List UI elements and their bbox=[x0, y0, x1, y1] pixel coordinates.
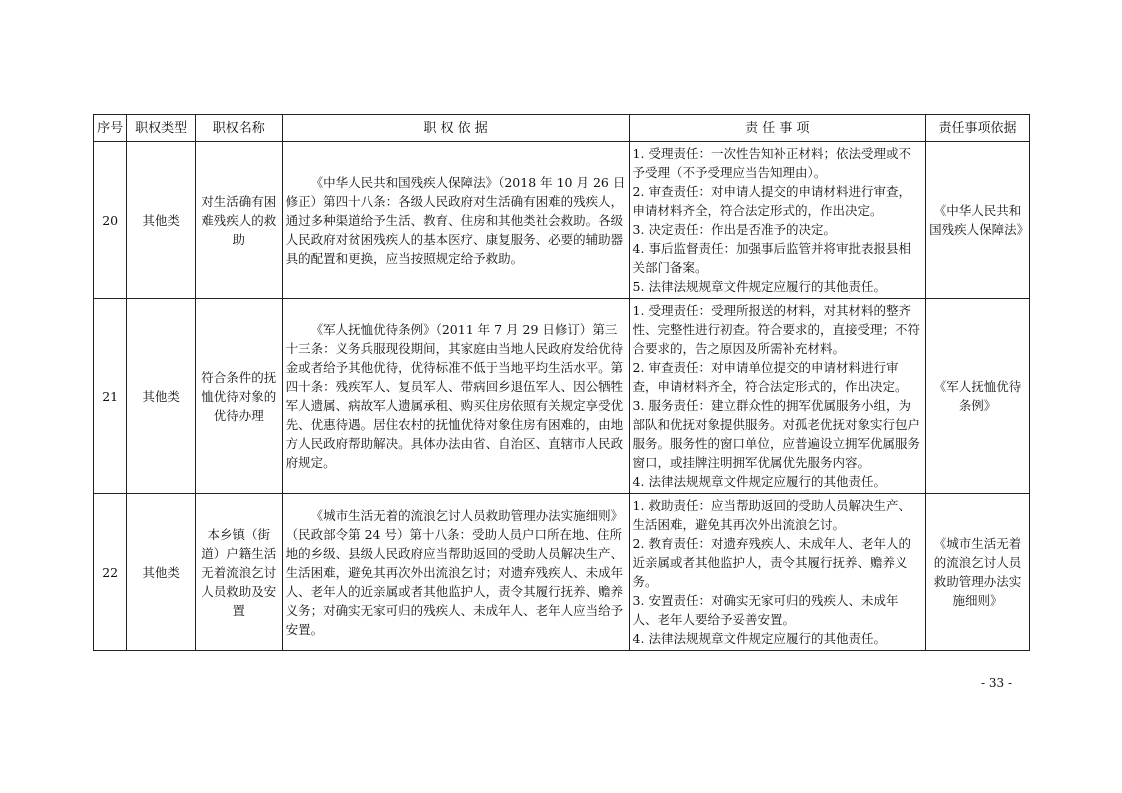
resp-item: 3. 决定责任：作出是否准予的决定。 bbox=[632, 222, 836, 237]
resp-item: 5. 法律法规规章文件规定应履行的其他责任。 bbox=[632, 279, 886, 294]
responsibility-table bbox=[93, 114, 1030, 651]
cell-resp bbox=[629, 494, 926, 651]
resp-item: 1. 救助责任：应当帮助返回的受助人员解决生产、生活困难，避免其再次外出流浪乞讨。 bbox=[632, 498, 911, 532]
table-row bbox=[94, 299, 1030, 494]
cell-type: 其他类 bbox=[127, 299, 196, 494]
resp-item: 4. 事后监督责任：加强事后监管并将审批表报县相关部门备案。 bbox=[632, 241, 911, 275]
cell-law: 《城市生活无着的流浪乞讨人员救助管理办法实施细则》 bbox=[926, 494, 1030, 651]
cell-seq: 20 bbox=[94, 142, 127, 299]
resp-item: 4. 法律法规规章文件规定应履行的其他责任。 bbox=[632, 474, 886, 489]
cell-law: 《军人抚恤优待条例》 bbox=[926, 299, 1030, 494]
cell-type: 其他类 bbox=[127, 494, 196, 651]
cell-basis: 《城市生活无着的流浪乞讨人员救助管理办法实施细则》（民政部令第 24 号）第十八条：受助人员户口所在地、住所地的乡级、县级人民政府应当帮助返回的受助人员解决生产、生活困难，避免其再次外出流浪乞讨；对遗弃残疾人、未成年人、老年人的近亲属或者其他监护人，责令其履行抚养、赡养义务；对确实无家可归的残疾人、未成年人、老年人应当给予安置。 bbox=[282, 494, 629, 651]
cell-name: 符合条件的抚恤优待对象的优待办理 bbox=[195, 299, 282, 494]
cell-resp bbox=[629, 142, 926, 299]
cell-type: 其他类 bbox=[127, 142, 196, 299]
cell-resp bbox=[629, 299, 926, 494]
header-seq: 序号 bbox=[94, 115, 127, 142]
header-law: 责任事项依据 bbox=[926, 115, 1030, 142]
header-type: 职权类型 bbox=[127, 115, 196, 142]
resp-item: 2. 审查责任：对申请单位提交的申请材料进行审查，申请材料齐全，符合法定形式的，作出决定。 bbox=[632, 360, 908, 394]
resp-item: 2. 审查责任：对申请人提交的申请材料进行审查，申请材料齐全，符合法定形式的，作出决定。 bbox=[632, 184, 911, 218]
table-row bbox=[94, 142, 1030, 299]
page-number: - 33 - bbox=[981, 676, 1013, 690]
resp-item: 3. 服务责任：建立群众性的拥军优属服务小组，为部队和优抚对象提供服务。对孤老优抚对象实行包户服务。服务性的窗口单位，应普遍设立拥军优属服务窗口，或挂牌注明拥军优属优先服务内容。 bbox=[632, 398, 921, 470]
resp-item: 3. 安置责任：对确实无家可归的残疾人、未成年人、老年人要给予妥善安置。 bbox=[632, 593, 899, 627]
resp-item: 2. 教育责任：对遗弃残疾人、未成年人、老年人的近亲属或者其他监护人，责令其履行抚养、赡养义务。 bbox=[632, 536, 911, 589]
cell-name: 对生活确有困难残疾人的救助 bbox=[195, 142, 282, 299]
cell-law: 《中华人民共和国残疾人保障法》 bbox=[926, 142, 1030, 299]
resp-item: 4. 法律法规规章文件规定应履行的其他责任。 bbox=[632, 631, 886, 646]
cell-name: 本乡镇（街道）户籍生活无着流浪乞讨人员救助及安置 bbox=[195, 494, 282, 651]
table-row bbox=[94, 494, 1030, 651]
resp-item: 1. 受理责任：受理所报送的材料，对其材料的整齐性、完整性进行初查。符合要求的，直接受理；不符合要求的，告之原因及所需补充材料。 bbox=[632, 303, 921, 356]
resp-item: 1. 受理责任：一次性告知补正材料；依法受理或不予受理（不予受理应当告知理由）。 bbox=[632, 146, 911, 180]
cell-seq: 22 bbox=[94, 494, 127, 651]
header-name: 职权名称 bbox=[195, 115, 282, 142]
cell-basis: 《中华人民共和国残疾人保障法》（2018 年 10 月 26 日修正）第四十八条：各级人民政府对生活确有困难的残疾人，通过多种渠道给予生活、教育、住房和其他类社会救助。各级人民政府对贫困残疾人的基本医疗、康复服务、必要的辅助器具的配置和更换，应当按照规定给予救助。 bbox=[282, 142, 629, 299]
table-header-row bbox=[94, 115, 1030, 142]
header-resp: 责 任 事 项 bbox=[629, 115, 926, 142]
header-basis: 职 权 依 据 bbox=[282, 115, 629, 142]
cell-seq: 21 bbox=[94, 299, 127, 494]
cell-basis: 《军人抚恤优待条例》（2011 年 7 月 29 日修订）第三十三条：义务兵服现役期间，其家庭由当地人民政府发给优待金或者给予其他优待，优待标准不低于当地平均生活水平。第四十条：残疾军人、复员军人、带病回乡退伍军人、因公牺牲军人遗属、病故军人遗属承租、购买住房依照有关规定享受优先、优惠待遇。居住农村的抚恤优待对象住房有困难的，由地方人民政府帮助解决。具体办法由省、自治区、直辖市人民政府规定。 bbox=[282, 299, 629, 494]
